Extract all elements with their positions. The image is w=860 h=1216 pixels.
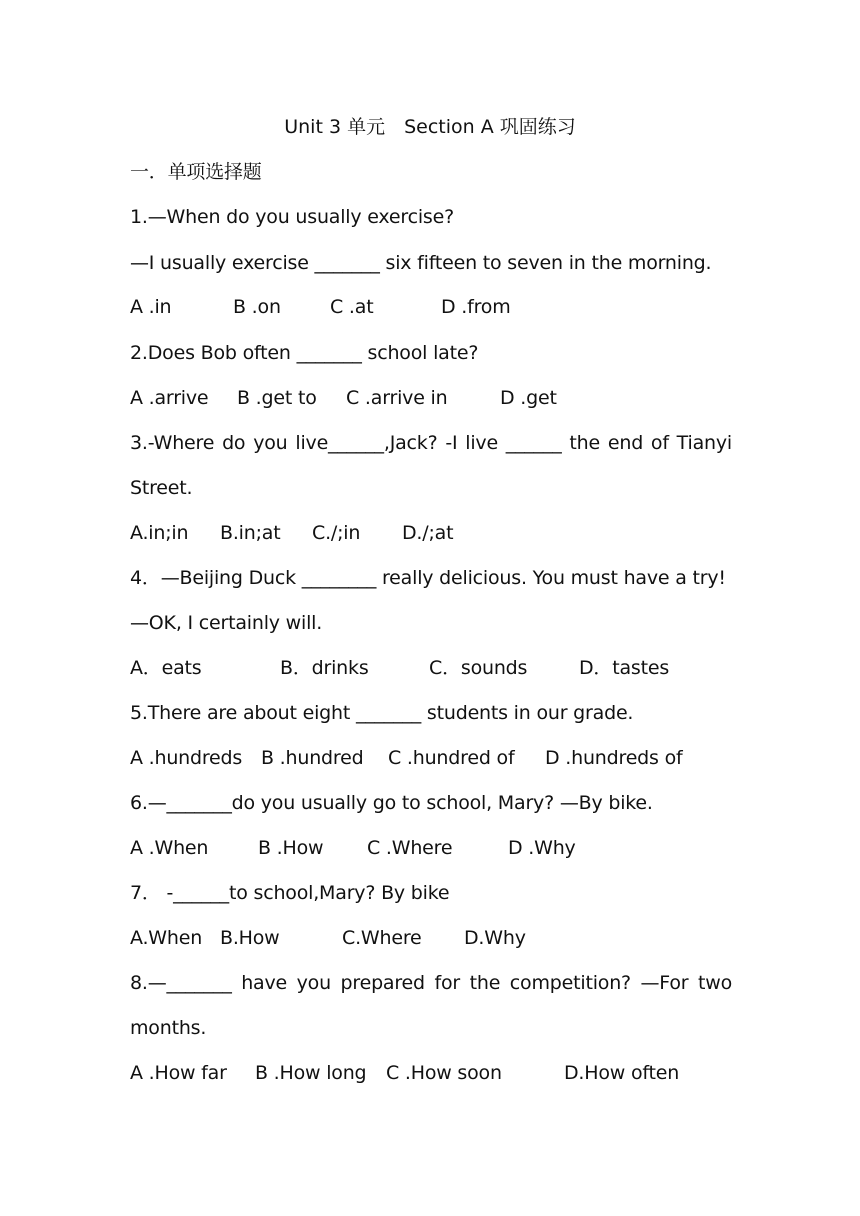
question-1-options [130, 292, 732, 322]
option-d: D .Why [508, 837, 576, 859]
option-b: B .on [233, 296, 281, 318]
section-heading: 一．单项选择题 [130, 161, 262, 183]
question-8-stem: 8.—_______ have you prepared for the competition? —For two [130, 972, 732, 994]
option-b: B.in;at [220, 522, 281, 544]
question-8-options [130, 1058, 732, 1088]
option-c: C .Where [367, 837, 453, 859]
option-b: B.How [220, 927, 280, 949]
option-d: D./;at [402, 522, 454, 544]
option-a: A .How far [130, 1062, 227, 1084]
question-4-options [130, 653, 732, 683]
option-d: D.How often [564, 1062, 680, 1084]
option-b: B．drinks [280, 657, 369, 679]
question-6-stem: 6.—_______do you usually go to school, Mary? —By bike. [130, 792, 653, 814]
option-d: D.Why [464, 927, 526, 949]
option-c: C.Where [342, 927, 422, 949]
question-4-stem-cont: —OK, I certainly will. [130, 612, 323, 634]
question-7-stem: 7． -______to school,Mary? By bike [130, 882, 450, 904]
option-a: A.in;in [130, 522, 189, 544]
question-7-options [130, 923, 732, 953]
option-a: A .When [130, 837, 209, 859]
option-c: C./;in [312, 522, 361, 544]
option-c: C .at [330, 296, 374, 318]
option-c: C .arrive in [346, 387, 448, 409]
option-d: D .from [441, 296, 511, 318]
question-5-options [130, 743, 732, 773]
question-8-stem-cont: months. [130, 1017, 207, 1039]
option-b: B .How long [255, 1062, 367, 1084]
question-1-stem: 1.—When do you usually exercise? [130, 206, 454, 228]
option-b: B .How [258, 837, 324, 859]
question-3-stem-cont: Street. [130, 477, 193, 499]
question-2-stem: 2.Does Bob often _______ school late? [130, 342, 479, 364]
option-c: C .hundred of [388, 747, 515, 769]
question-4-stem: 4．—Beijing Duck ________ really delicious. You must have a try! [130, 567, 726, 589]
question-3-options [130, 518, 732, 548]
option-c: C .How soon [386, 1062, 502, 1084]
option-b: B .hundred [261, 747, 364, 769]
option-d: D．tastes [579, 657, 670, 679]
option-a: A.When [130, 927, 203, 949]
question-2-options [130, 383, 732, 413]
option-a: A .arrive [130, 387, 209, 409]
question-5-stem: 5.There are about eight _______ students in our grade. [130, 702, 634, 724]
option-b: B .get to [237, 387, 317, 409]
option-a: A .in [130, 296, 172, 318]
option-a: A .hundreds [130, 747, 243, 769]
option-c: C．sounds [429, 657, 528, 679]
question-1-stem-cont: —I usually exercise _______ six fifteen to seven in the morning. [130, 252, 712, 274]
question-6-options [130, 833, 732, 863]
option-d: D .hundreds of [545, 747, 683, 769]
option-d: D .get [500, 387, 557, 409]
document-title: Unit 3 单元 Section A 巩固练习 [284, 116, 576, 138]
question-3-stem: 3.-Where do you live______,Jack? -I live ______ the end of Tianyi [130, 432, 732, 454]
option-a: A．eats [130, 657, 202, 679]
